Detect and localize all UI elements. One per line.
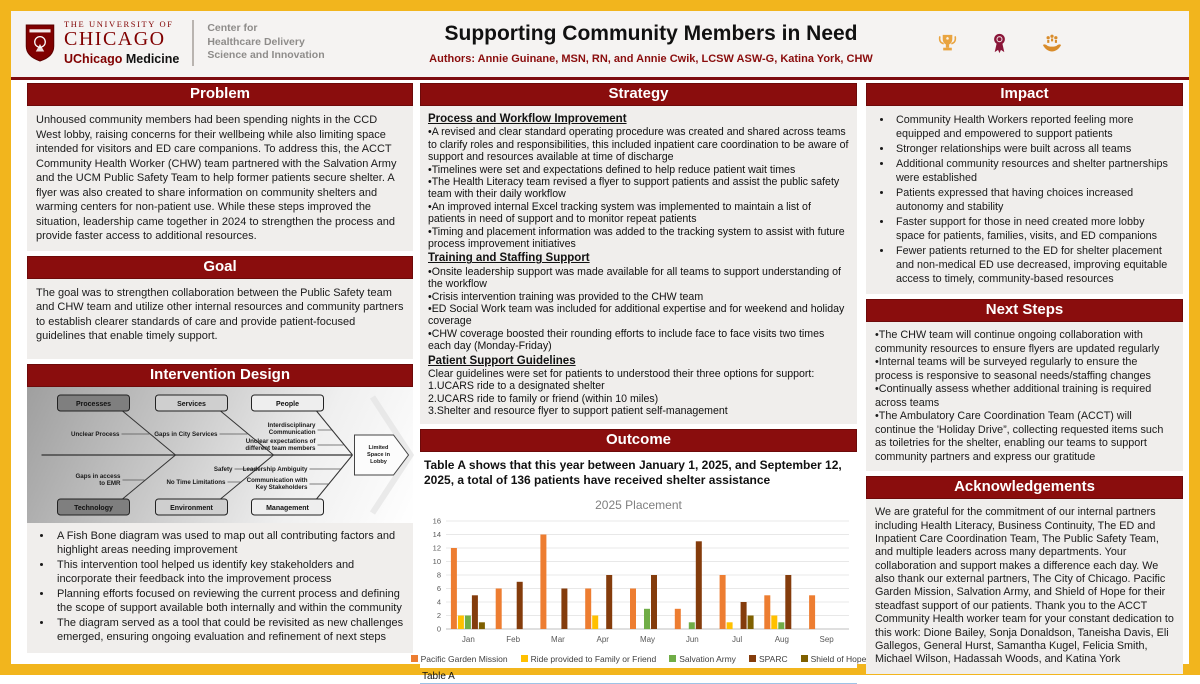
svg-text:Unclear Process: Unclear Process [71,430,120,438]
svg-text:Technology: Technology [74,504,113,512]
list-item: •CHW coverage boosted their rounding efforts to include face to face visits two times each day (Monday-Friday) [428,327,825,353]
uchicago-crest-icon [25,24,55,62]
strategy-items-1 [428,126,849,250]
list-item: 2.UCARS ride to family or friend (within 10 miles) [428,392,659,405]
svg-text:Feb: Feb [506,634,521,644]
list-item: •Internal teams will be surveyed regularly to ensure the process is responsive to seasonal needs/staffing changes [875,356,1151,382]
legend-item: Ride provided to Family or Friend [521,654,657,664]
goal-header: Goal [27,256,413,279]
strategy-body [420,106,857,424]
svg-text:14: 14 [432,529,441,539]
uchicago-wordmark [64,19,179,66]
list-item: •Timing and placement information was added to the tracking system to assist with future process improvement initiatives [428,225,845,250]
svg-text:Aug: Aug [774,634,789,644]
list-item: • A Fish Bone diagram was used to map out all contributing factors and highlight areas needing improvement [53,529,405,557]
uchicago-logo [25,19,325,66]
svg-text:Key Stakeholders: Key Stakeholders [255,483,308,491]
university-of-line: THE UNIVERSITY OF [64,19,174,29]
list-item: •The Ambulatory Care Coordination Team (ACCT) will continue the 'Holiday Drive”, collecting requested items such as toiletries for the shelter, enabling our teams to support community partners and express our gratitude [875,410,1164,463]
svg-text:People: People [276,400,299,408]
list-item: •Continually assess whether additional training is required across teams [875,383,1152,409]
list-item: •ED Social Work team was included for additional expertise and for weekend and holiday coverage [428,302,845,328]
svg-text:Interdisciplinary: Interdisciplinary [267,421,316,429]
strategy-subheading: Training and Staffing Support [428,252,590,265]
svg-text:Lobby: Lobby [370,458,387,465]
list-item: • This intervention tool helped us identify key stakeholders and incorporate their feedback into the improvement process [53,558,405,586]
list-item: • Community Health Workers reported feeling more equipped and empowered to support patients [893,113,1174,141]
center-name: Center for Healthcare Delivery Science and Innovation [207,22,325,62]
svg-text:8: 8 [436,570,441,580]
goal-body: The goal was to strengthen collaboration between the Public Safety team and CHW team and utilize other internal resources and community partners to establish clearer standards of care and provide patient-focused guidelines that enable timely support. [27,279,413,359]
list-item: • Patients expressed that having choices increased autonomy and stability [893,186,1174,214]
svg-text:Management: Management [266,504,309,512]
list-item: 1.UCARS ride to a designated shelter [428,380,605,393]
legend-item: Salvation Army [669,654,736,664]
title-block [401,22,901,65]
svg-text:12: 12 [432,543,441,553]
logo-divider [192,20,194,66]
svg-text:0: 0 [436,624,441,634]
placement-chart-svg [422,513,855,647]
svg-text:Processes: Processes [75,400,112,408]
uchicago-medicine-line: UChicago Medicine [64,52,180,66]
next-steps-list [875,329,1174,464]
svg-text:Jun: Jun [685,634,699,644]
list-item: •Crisis intervention training was provided to the CHW team [428,290,704,303]
svg-text:10: 10 [432,556,441,566]
intervention-bullet-list [37,529,405,645]
trophy-icon [936,32,959,55]
svg-text:Apr: Apr [596,634,609,644]
next-steps-body [866,322,1183,471]
ribbon-icon [988,32,1011,55]
list-item: Clear guidelines were set for patients to understood their three options for support: [428,368,815,380]
svg-text:Jan: Jan [461,634,475,644]
svg-text:No Time Limitations: No Time Limitations [166,478,226,486]
svg-text:Services: Services [177,400,206,408]
problem-header: Problem [27,83,413,106]
poster-title: Supporting Community Members in Need [444,22,858,45]
acknowledgements-body: We are grateful for the commitment of our internal partners including Health Literacy, Business Continuity, The ED and Inpatient Care Coordination Team, The Public Safety Team, and multiple leaders across many departments. Your collaboration and support makes a difference each day. We also thank our external partners, The City of Chicago. Pacific Garden Mission, Salvation Army, and Shield of Hope for their steadfast support of our patients. Thank you to the ACCT Community Health worker team for your constant dedication to this work: Dione Bailey, Sonja Donaldson, Taneisha Davis, Eli Gallegos, General Hurst, Samantha Kugel, Felicia Smith, Michael Wilson, Hadassah Woods, and Katina York [866,499,1183,674]
svg-text:Jul: Jul [731,634,743,644]
strategy-items-3 [428,368,849,418]
svg-text:Leadership Ambiguity: Leadership Ambiguity [242,465,308,473]
svg-text:Communication: Communication [268,428,316,436]
strategy-header: Strategy [420,83,857,106]
community-hands-icon [1040,32,1064,55]
list-item: •An improved internal Excel tracking system was implemented to maintain a list of patients in need of support and to monitor repeat patients [428,200,811,226]
acknowledgements-header: Acknowledgements [866,476,1183,499]
award-icons [936,32,1064,55]
list-item: •A revised and clear standard operating procedure was created and shared across teams to clarify roles and responsibilities, this included inpatient care coordination to be aware of support and resources available at time of discharge [428,126,849,164]
chicago-wordmark: CHICAGO [64,28,166,50]
outcome-note: Table A shows that this year between January 1, 2025, and September 12, 2025, a total of 136 patients have received shelter assistance [424,457,842,488]
svg-text:Space in: Space in [366,451,391,458]
svg-text:6: 6 [436,583,441,593]
list-item: •The Health Literacy team revised a flyer to support patients and assist the public safety team with their daily workflow [428,176,840,201]
placement-chart [420,493,867,668]
svg-text:16: 16 [432,516,441,526]
next-steps-header: Next Steps [866,299,1183,322]
list-item: • Planning efforts focused on reviewing the current process and defining the scope of support available both internally and within the community [53,587,405,615]
impact-body [866,106,1183,294]
svg-text:Mar: Mar [551,634,565,644]
fishbone-svg [27,389,413,521]
svg-text:different team members: different team members [245,444,316,452]
svg-text:Communication with: Communication with [246,476,308,484]
svg-text:Sep: Sep [819,634,834,644]
chart-legend [420,652,867,668]
list-item: • Additional community resources and shelter partnerships were established [893,157,1174,185]
list-item: • The diagram served as a tool that could be revisited as new challenges emerged, ensuring ongoing evaluation and refinement of next steps [53,616,405,644]
svg-text:Limited: Limited [368,444,389,451]
list-item: •Onsite leadership support was made available for all teams to support understanding of the workflow [428,265,841,291]
svg-text:2: 2 [436,610,441,620]
strategy-items-2 [428,266,849,353]
right-column [866,83,1183,674]
svg-text:Gaps in City Services: Gaps in City Services [154,430,218,438]
svg-text:May: May [639,634,656,644]
impact-list [875,113,1174,286]
list-item: • Fewer patients returned to the ED for shelter placement and non-medical ED use decreased, improving equitable access to timely, community-based resources [893,244,1174,286]
impact-header: Impact [866,83,1183,106]
svg-text:Gaps in access: Gaps in access [75,472,121,480]
intervention-design-header: Intervention Design [27,364,413,387]
list-item: • Stronger relationships were built across all teams [893,142,1174,156]
fishbone-diagram [27,387,413,523]
svg-text:Environment: Environment [170,504,213,512]
svg-text:4: 4 [436,597,441,607]
poster-header [11,11,1189,80]
intervention-bullets [27,523,413,654]
middle-column [420,83,867,684]
svg-text:to EMR: to EMR [99,479,121,487]
list-item: • Faster support for those in need created more lobby space for patients, families, visits, and ED companions [893,215,1174,243]
strategy-subheading: Process and Workflow Improvement [428,113,627,125]
problem-body: Unhoused community members had been spending nights in the CCD West lobby, raising concerns for their wellbeing while also limiting space intended for visitors and ED care companions. To address this, the ACCT Community Health Worker (CHW) team partnered with the Salvation Army and the UCM Public Safety Team to help former patients secure shelter. A flyer was also created to share information on community shelters and warming centers for non-patient use. While these steps improved the situation, leadership came together in 2024 to strengthen the process and provide faster access to additional resources. [27,106,413,251]
svg-text:Safety: Safety [213,465,233,473]
table-caption: Table A [420,668,857,684]
list-item: •The CHW team will continue ongoing collaboration with community resources to ensure flyers are updated regularly [875,329,1160,355]
list-item: •Timelines were set and expectations defined to help reduce patient wait times [428,163,796,176]
chart-title: 2025 Placement [595,497,682,512]
left-column [27,83,413,653]
svg-text:Unclear expectations of: Unclear expectations of [245,437,316,445]
poster-authors: Authors: Annie Guinane, MSN, RN, and Annie Cwik, LCSW ASW-G, Katina York, CHW [429,53,873,65]
strategy-subheading: Patient Support Guidelines [428,354,576,367]
list-item: 3.Shelter and resource flyer to support patient self-management [428,405,728,418]
legend-item: Shield of Hope [801,654,867,664]
legend-item: Pacific Garden Mission [411,654,508,664]
legend-item: SPARC [749,654,788,664]
outcome-header: Outcome [420,429,857,452]
